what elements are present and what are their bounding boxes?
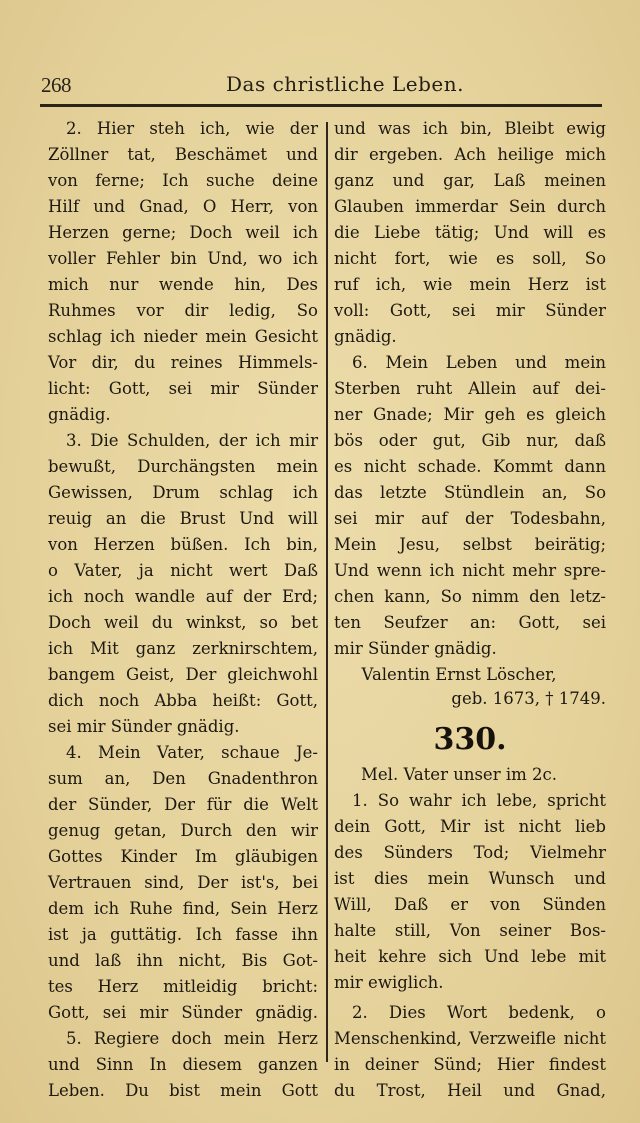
text-line: voll: Gott, sei mir Sünder [334, 301, 606, 320]
text-line: Vor dir, du reines Himmels- [48, 353, 318, 372]
author-name: Valentin Ernst Löscher, [361, 665, 557, 684]
text-line: Mein Jesu, selbst beirätig; [334, 535, 606, 554]
text-line: dir ergeben. Ach heilige mich [334, 145, 606, 164]
text-line: und Sinn In diesem ganzen [48, 1055, 318, 1074]
text-line: Gottes Kinder Im gläubigen [48, 847, 318, 866]
verse-5-start: 5. Regiere doch mein Herz [66, 1029, 318, 1048]
text-line: chen kann, So nimm den letz- [334, 587, 606, 606]
text-line: mir ewiglich. [334, 973, 444, 992]
text-line: ich Mit ganz zerknirschtem, [48, 639, 318, 658]
text-line: Sterben ruht Allein auf dei- [334, 379, 606, 398]
text-line: und was ich bin, Bleibt ewig [334, 119, 606, 138]
text-line: genug getan, Durch den wir [48, 821, 318, 840]
text-line: mir Sünder gnädig. [334, 639, 497, 658]
text-line: sum an, Den Gnadenthron [48, 769, 318, 788]
author-dates: geb. 1673, † 1749. [451, 689, 606, 708]
text-line: Leben. Du bist mein Gott [48, 1081, 318, 1100]
text-line: des Sünders Tod; Vielmehr [334, 843, 606, 862]
text-line: Und wenn ich nicht mehr spre- [334, 561, 606, 580]
text-line: ruf ich, wie mein Herz ist [334, 275, 606, 294]
verse-1-start: 1. So wahr ich lebe, spricht [352, 791, 606, 810]
text-line: dich noch Abba heißt: Gott, [48, 691, 318, 710]
text-line: ten Seufzer an: Gott, sei [334, 613, 606, 632]
text-line: bös oder gut, Gib nur, daß [334, 431, 606, 450]
text-line: Will, Daß er von Sünden [334, 895, 606, 914]
text-line: heit kehre sich Und lebe mit [334, 947, 606, 966]
text-line: gnädig. [334, 327, 397, 346]
text-line: Menschenkind, Verzweifle nicht [334, 1029, 606, 1048]
text-line: die Liebe tätig; Und will es [334, 223, 606, 242]
text-line: nicht fort, wie es soll, So [334, 249, 606, 268]
text-line: Vertrauen sind, Der ist's, bei [48, 873, 318, 892]
text-line: Doch weil du winkst, so bet [48, 613, 318, 632]
text-line: tes Herz mitleidig bricht: [48, 977, 318, 996]
text-line: Hilf und Gnad, O Herr, von [48, 197, 318, 216]
text-line: das letzte Stündlein an, So [334, 483, 606, 502]
verse-6-start: 6. Mein Leben und mein [352, 353, 606, 372]
text-line: Glauben immerdar Sein durch [334, 197, 606, 216]
text-line: Ruhmes vor dir ledig, So [48, 301, 318, 320]
text-line: ist dies mein Wunsch und [334, 869, 606, 888]
text-line: ganz und gar, Laß meinen [334, 171, 606, 190]
text-line: sei mir Sünder gnädig. [48, 717, 240, 736]
text-line: licht: Gott, sei mir Sünder [48, 379, 318, 398]
text-line: bangem Geist, Der gleichwohl [48, 665, 318, 684]
verse-3-start: 3. Die Schulden, der ich mir [66, 431, 318, 450]
text-line: reuig an die Brust Und will [48, 509, 318, 528]
text-line: schlag ich nieder mein Gesicht [48, 327, 318, 346]
text-line: von ferne; Ich suche deine [48, 171, 318, 190]
text-line: ich noch wandle auf der Erd; [48, 587, 318, 606]
text-line: voller Fehler bin Und, wo ich [48, 249, 318, 268]
hymn-number: 330. [433, 722, 507, 757]
page-header [40, 62, 600, 102]
text-line: halte still, Von seiner Bos- [334, 921, 606, 940]
melody-line: Mel. Vater unser im 2c. [361, 765, 557, 784]
page-number: 268 [41, 73, 71, 97]
verse-4-start: 4. Mein Vater, schaue Je- [66, 743, 318, 762]
text-line: Gott, sei mir Sünder gnädig. [48, 1003, 318, 1022]
text-line: o Vater, ja nicht wert Daß [48, 561, 318, 580]
text-line: gnädig. [48, 405, 111, 424]
verse-2-start: 2. Dies Wort bedenk, o [352, 1003, 606, 1022]
running-title: Das christliche Leben. [226, 72, 464, 96]
text-line: ist ja guttätig. Ich fasse ihn [48, 925, 318, 944]
text-line: der Sünder, Der für die Welt [48, 795, 318, 814]
header-rule [40, 104, 602, 107]
text-line: in deiner Sünd; Hier findest [334, 1055, 606, 1074]
verse-2-start: 2. Hier steh ich, wie der [66, 119, 318, 138]
text-line: ner Gnade; Mir geh es gleich [334, 405, 606, 424]
text-line: Herzen gerne; Doch weil ich [48, 223, 318, 242]
text-line: dein Gott, Mir ist nicht lieb [334, 817, 606, 836]
text-line: bewußt, Durchängsten mein [48, 457, 318, 476]
text-line: du Trost, Heil und Gnad, [334, 1081, 606, 1100]
text-line: und laß ihn nicht, Bis Got- [48, 951, 318, 970]
text-line: es nicht schade. Kommt dann [334, 457, 606, 476]
text-line: von Herzen büßen. Ich bin, [48, 535, 318, 554]
text-line: sei mir auf der Todesbahn, [334, 509, 606, 528]
column-divider [326, 122, 328, 1062]
text-line: Zöllner tat, Beschämet und [48, 145, 318, 164]
text-line: dem ich Ruhe find, Sein Herz [48, 899, 318, 918]
text-line: Gewissen, Drum schlag ich [48, 483, 318, 502]
text-line: mich nur wende hin, Des [48, 275, 318, 294]
